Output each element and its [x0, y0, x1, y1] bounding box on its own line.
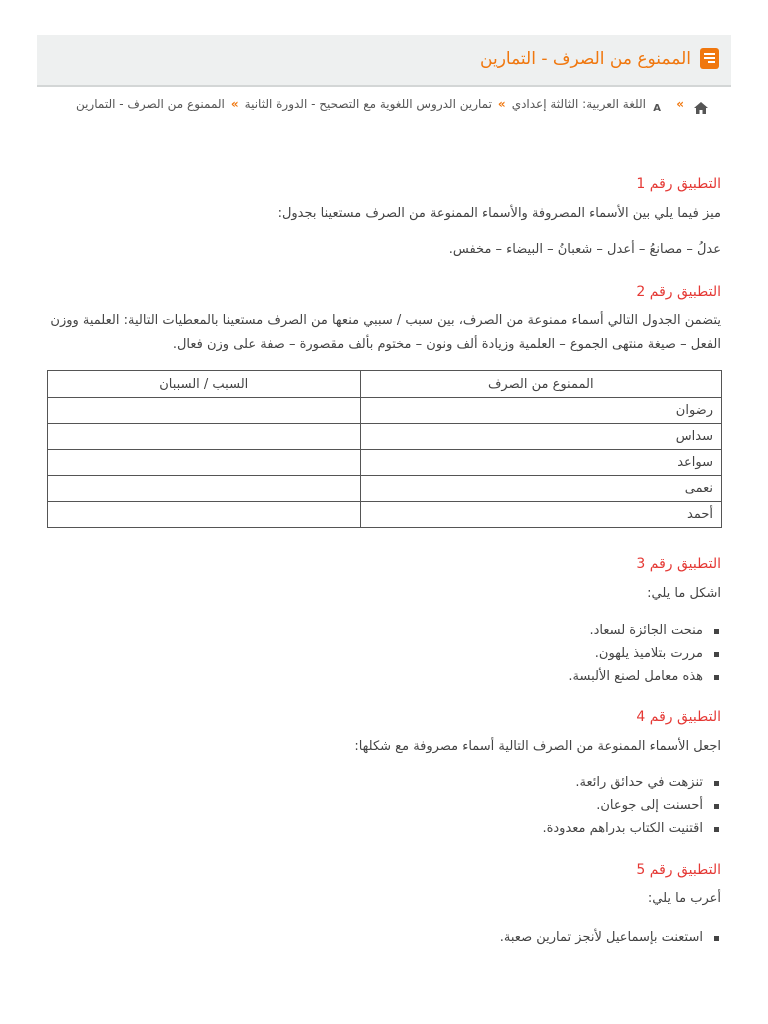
table-cell-empty: [48, 502, 361, 528]
table-cell: سداس: [360, 424, 721, 450]
svg-text:A: A: [653, 103, 661, 112]
table-header-reason: السبب / السببان: [48, 371, 361, 398]
table-cell-empty: [48, 476, 361, 502]
home-icon[interactable]: [694, 99, 708, 118]
list-3: [568, 619, 721, 688]
section-title-5: التطبيق رقم 5: [636, 862, 721, 878]
breadcrumb-separator: »: [230, 97, 239, 111]
exercise-table: [47, 370, 722, 528]
section-text-4: اجعل الأسماء الممنوعة من الصرف التالية أسماء مصروفة مع شكلها:: [354, 739, 721, 754]
section-title-1: التطبيق رقم 1: [636, 176, 721, 192]
breadcrumb-item-current: الممنوع من الصرف - التمارين: [75, 97, 225, 111]
list-item: هذه معامل لصنع الألبسة.: [568, 665, 721, 688]
table-row: [48, 450, 722, 476]
table-cell-empty: [48, 424, 361, 450]
section-text-2: يتضمن الجدول التالي أسماء ممنوعة من الصرف، بين سبب / سببي منعها من الصرف مستعينا بالمعطيات التالية: العلمية ووزن الفعل – صيغة منتهى الجموع – العلمية وزيادة ألف ونون – مختوم بألف مقصورة – صفة على وزن فعال.: [50, 313, 721, 352]
list-item: منحت الجائزة لسعاد.: [568, 619, 721, 642]
document-icon: [700, 48, 719, 69]
section-text-5: أعرب ما يلي:: [647, 891, 721, 906]
breadcrumb-item-level[interactable]: اللغة العربية: الثالثة إعدادي: [511, 97, 646, 111]
list-item: أحسنت إلى جوعان.: [542, 794, 721, 817]
table-row: [48, 398, 722, 424]
list-5: [500, 926, 721, 949]
table-row: [48, 502, 722, 528]
section-text-3: اشكل ما يلي:: [647, 586, 721, 601]
list-4: [542, 771, 721, 840]
section-words-1: عدلُ – مصانعُ – أعدل – شعبانُ – البيضاء – مخفس.: [448, 242, 721, 257]
section-title-3: التطبيق رقم 3: [636, 556, 721, 572]
list-item: مررت بتلاميذ يلهون.: [568, 642, 721, 665]
breadcrumb-item-exercises[interactable]: تمارين الدروس اللغوية مع التصحيح - الدورة الثانية: [244, 97, 492, 111]
table-cell: رضوان: [360, 398, 721, 424]
table-cell: أحمد: [360, 502, 721, 528]
section-text-1: ميز فيما يلي بين الأسماء المصروفة والأسماء الممنوعة من الصرف مستعينا بجدول:: [277, 206, 721, 221]
table-header-row: [48, 371, 722, 398]
breadcrumb-separator: »: [676, 97, 684, 111]
table-cell-empty: [48, 450, 361, 476]
page-header: [37, 35, 731, 87]
table-header-word: الممنوع من الصرف: [360, 371, 721, 398]
table-row: [48, 424, 722, 450]
list-item: تنزهت في حدائق رائعة.: [542, 771, 721, 794]
list-item: اقتنيت الكتاب بدراهم معدودة.: [542, 817, 721, 840]
section-title-4: التطبيق رقم 4: [636, 709, 721, 725]
section-title-2: التطبيق رقم 2: [636, 284, 721, 300]
table-cell: سواعد: [360, 450, 721, 476]
breadcrumb-separator: »: [497, 97, 506, 111]
table-cell-empty: [48, 398, 361, 424]
translate-icon: [653, 98, 670, 116]
table-cell: نعمى: [360, 476, 721, 502]
list-item: استعنت بإسماعيل لأنجز تمارين صعبة.: [500, 926, 721, 949]
breadcrumb: [76, 97, 646, 111]
table-row: [48, 476, 722, 502]
page-title: الممنوع من الصرف - التمارين: [480, 49, 691, 69]
